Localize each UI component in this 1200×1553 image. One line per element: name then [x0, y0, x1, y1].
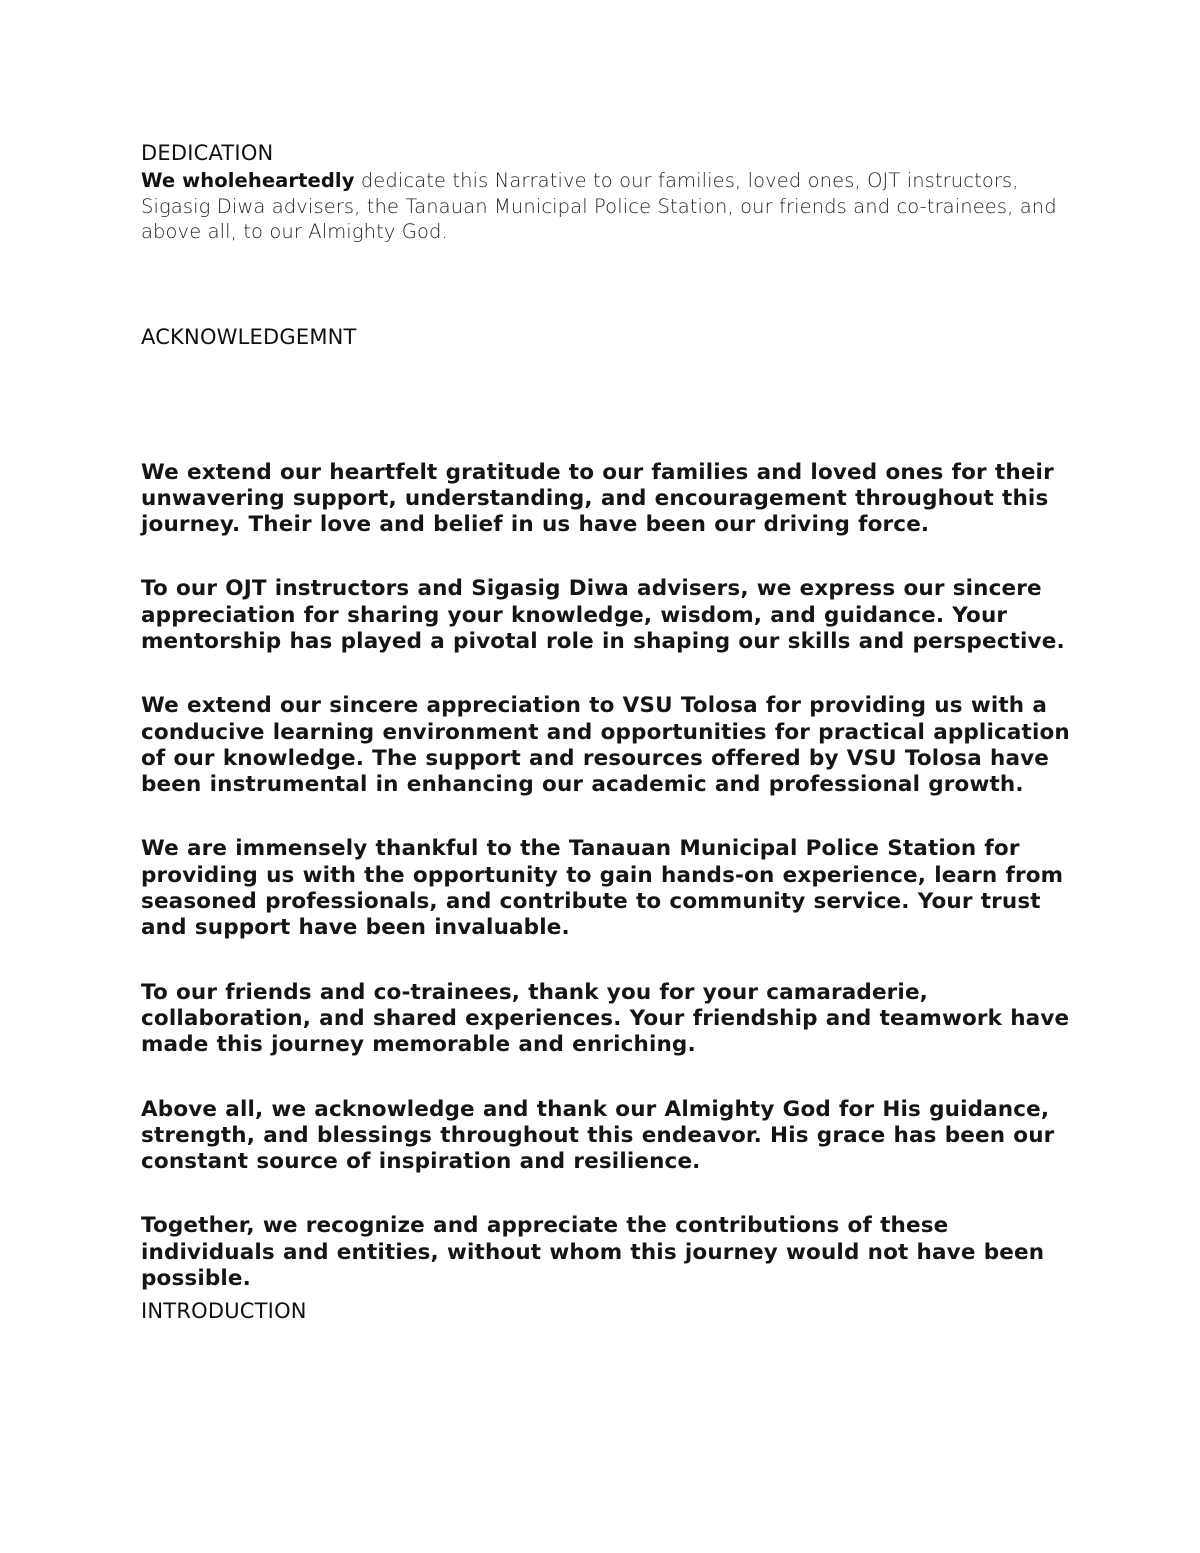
- ack-paragraph-instructors: To our OJT instructors and Sigasig Diwa advisers, we express our sincere appreciation for sharing your knowledge, wisdom, and guidance. Your mentorship has played a pivotal role in shaping our skills and perspective.: [141, 576, 1065, 654]
- dedication-lead: We wholeheartedly: [141, 169, 355, 192]
- ack-paragraph-police-station: We are immensely thankful to the Tanauan Municipal Police Station for providing us with the opportunity to gain hands-on experience, learn from seasoned professionals, and contribute to community service. Your trust and support have been invaluable.: [141, 836, 1064, 941]
- ack-paragraph-vsu-tolosa: We extend our sincere appreciation to VSU Tolosa for providing us with a conducive learning environment and opportunities for practical application of our knowledge. The support and resources offered by VSU Tolosa have been instrumental in enhancing our academic and professional growth.: [141, 693, 1070, 798]
- dedication-paragraph: [141, 168, 1071, 245]
- ack-paragraph-families: We extend our heartfelt gratitude to our families and loved ones for their unwavering support, understanding, and encouragement throughout this journey. Their love and belief in us have been our driving force.: [141, 459, 1054, 538]
- ack-paragraph-together: Together, we recognize and appreciate the contributions of these individuals and entities, without whom this journey would not have been possible.: [141, 1213, 1045, 1292]
- acknowledgement-heading: ACKNOWLEDGEMNT: [141, 324, 357, 349]
- introduction-heading: INTRODUCTION: [141, 1299, 307, 1324]
- document-content: [141, 138, 1071, 1326]
- dedication-body: dedicate this Narrative to our families, loved ones, OJT instructors, Sigasig Diwa advisers, the Tanauan Municipal Police Station, our friends and co-trainees, and above all, to our Almighty God.: [141, 169, 1057, 243]
- dedication-heading: DEDICATION: [141, 141, 274, 165]
- acknowledgement-body: [141, 460, 1071, 1293]
- ack-paragraph-god: Above all, we acknowledge and thank our Almighty God for His guidance, strength, and blessings throughout this endeavor. His grace has been our constant source of inspiration and resilience.: [141, 1096, 1055, 1175]
- ack-paragraph-friends: To our friends and co-trainees, thank you for your camaraderie, collaboration, and shared experiences. Your friendship and teamwork have made this journey memorable and enriching.: [141, 979, 1070, 1058]
